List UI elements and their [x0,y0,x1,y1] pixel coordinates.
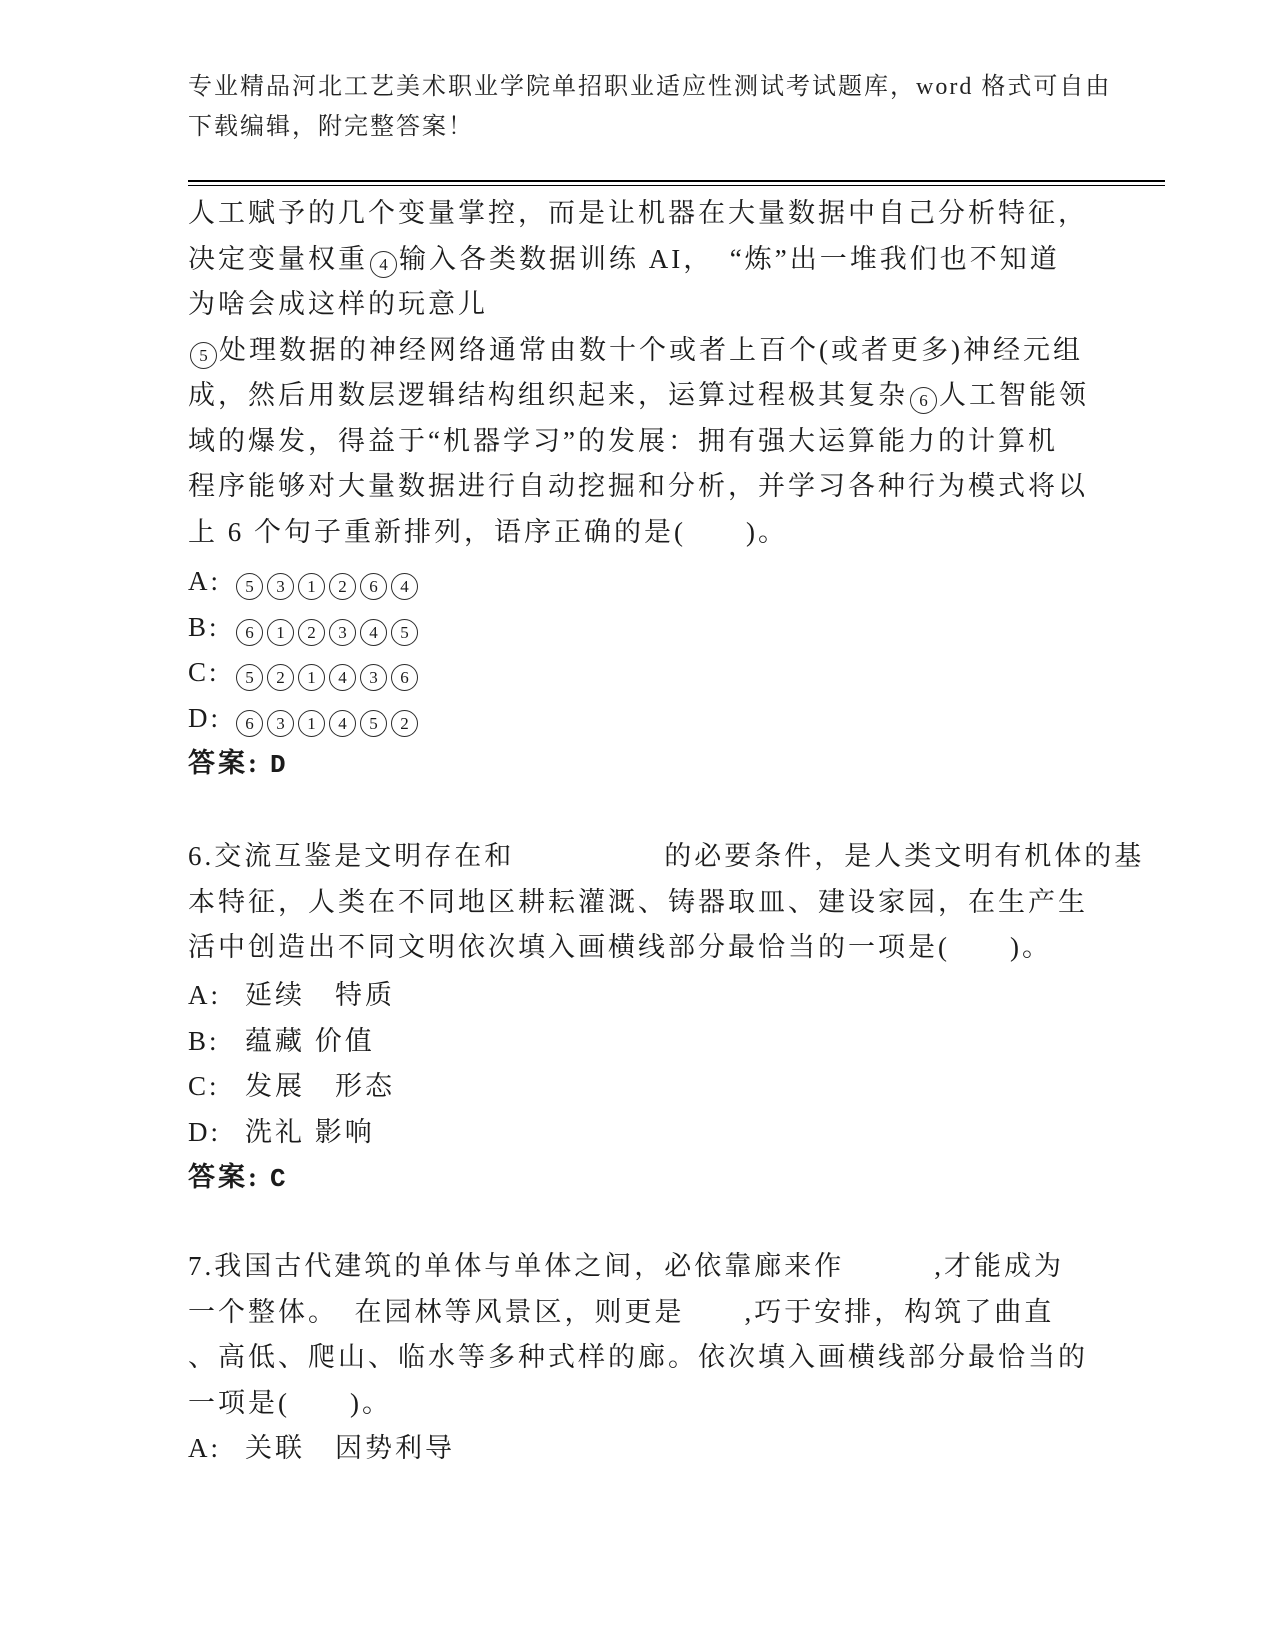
option-value: 延续 特质 [245,980,395,1010]
option-label: B: [188,611,220,642]
question-text-line: 上 6 个句子重新排列，语序正确的是( )。 [188,516,788,547]
circled-number: 1 [298,573,325,600]
circled-number: 5 [236,573,263,600]
question-text-line: 7.我国古代建筑的单体与单体之间，必依靠廊来作 ,才能成为 [188,1251,1064,1281]
circled-number: 3 [267,573,294,600]
question-6-options [188,973,1238,1203]
option-value: 洗礼 影响 [245,1116,375,1147]
option-row [188,559,1238,605]
option-label: B: [188,1025,220,1056]
option-label: A: [188,1433,221,1463]
circled-number: 6 [910,387,937,414]
question-7-options [188,1426,1238,1472]
answer-value: C [270,1164,289,1194]
circled-number: 3 [360,664,387,691]
circled-number: 5 [190,342,217,369]
circled-number: 4 [329,710,356,737]
header-line: 下载编辑，附完整答案！ [188,114,474,140]
question-text-line: 人工赋予的几个变量掌控，而是让机器在大量数据中自己分析特征， [188,198,1088,228]
option-value [234,612,420,642]
option-label: A: [188,566,221,596]
option-row [188,1110,1238,1156]
option-row [188,1019,1238,1065]
circled-number: 2 [329,573,356,600]
answer-line [188,741,1238,789]
option-value [234,657,420,687]
circled-number: 4 [370,251,397,278]
answer-label: 答案: [188,748,260,778]
option-label: D: [188,702,221,733]
question-5-text [188,191,1238,555]
question-text-line: 一项是( )。 [188,1387,392,1418]
question-text-line: 程序能够对大量数据进行自动挖掘和分析，并学习各种行为模式将以 [188,471,1088,501]
page-header [188,67,1188,147]
question-6-text [188,834,1238,971]
circled-number: 6 [360,573,387,600]
question-7-text [188,1244,1238,1426]
question-text-line: 5 处理数据的神经网络通常由数十个或者上百个(或者更多)神经元组 [188,328,1238,374]
option-row [188,1426,1238,1472]
question-text-line: 域的爆发，得益于“机器学习”的发展：拥有强大运算能力的计算机 [188,425,1058,456]
circled-number: 4 [391,573,418,600]
circled-number: 6 [391,664,418,691]
option-row [188,650,1238,696]
option-row [188,1064,1238,1110]
question-text-line: 本特征，人类在不同地区耕耘灌溉、铸器取皿、建设家园，在生产生 [188,886,1088,917]
option-row [188,973,1238,1019]
option-row [188,696,1238,742]
circled-number: 2 [267,664,294,691]
question-5-options [188,559,1238,789]
question-text-line: 为啥会成这样的玩意儿 [188,289,488,319]
question-text-line: 6.交流互鉴是文明存在和 的必要条件，是人类文明有机体的基 [188,841,1145,871]
circled-number: 5 [360,710,387,737]
option-value [234,703,420,733]
option-value: 发展 形态 [245,1071,395,1101]
answer-label: 答案: [188,1162,260,1192]
circled-number: 6 [236,710,263,737]
circled-number: 1 [267,619,294,646]
circled-number: 3 [329,619,356,646]
option-value: 蕴藏 价值 [245,1025,375,1056]
question-text-line: 成，然后用数层逻辑结构组织起来，运算过程极其复杂 6 人工智能领 [188,373,1238,419]
question-text-line: 决定变量权重 4 输入各类数据训练 AI， “炼”出一堆我们也不知道 [188,237,1238,283]
answer-line [188,1155,1238,1203]
question-text-line: 、高低、爬山、临水等多种式样的廊。依次填入画横线部分最恰当的 [188,1342,1088,1372]
circled-number: 4 [329,664,356,691]
option-label: C: [188,1071,220,1101]
option-label: D: [188,1116,221,1147]
option-value: 关联 因势利导 [245,1433,455,1463]
option-label: A: [188,980,221,1010]
header-line: 专业精品河北工艺美术职业学院单招职业适应性测试考试题库，word 格式可自由 [188,74,1112,100]
header-divider [188,180,1165,186]
circled-number: 2 [391,710,418,737]
circled-number: 2 [298,619,325,646]
circled-number: 5 [391,619,418,646]
answer-value: D [270,750,289,780]
circled-number: 5 [236,664,263,691]
option-value [234,566,420,596]
circled-number: 3 [267,710,294,737]
circled-number: 4 [360,619,387,646]
question-text-line: 一个整体。 在园林等风景区，则更是 ,巧于安排，构筑了曲直 [188,1296,1055,1327]
option-row [188,605,1238,651]
circled-number: 1 [298,710,325,737]
option-label: C: [188,657,220,687]
circled-number: 1 [298,664,325,691]
circled-number: 6 [236,619,263,646]
question-text-line: 活中创造出不同文明依次填入画横线部分最恰当的一项是( )。 [188,932,1052,962]
